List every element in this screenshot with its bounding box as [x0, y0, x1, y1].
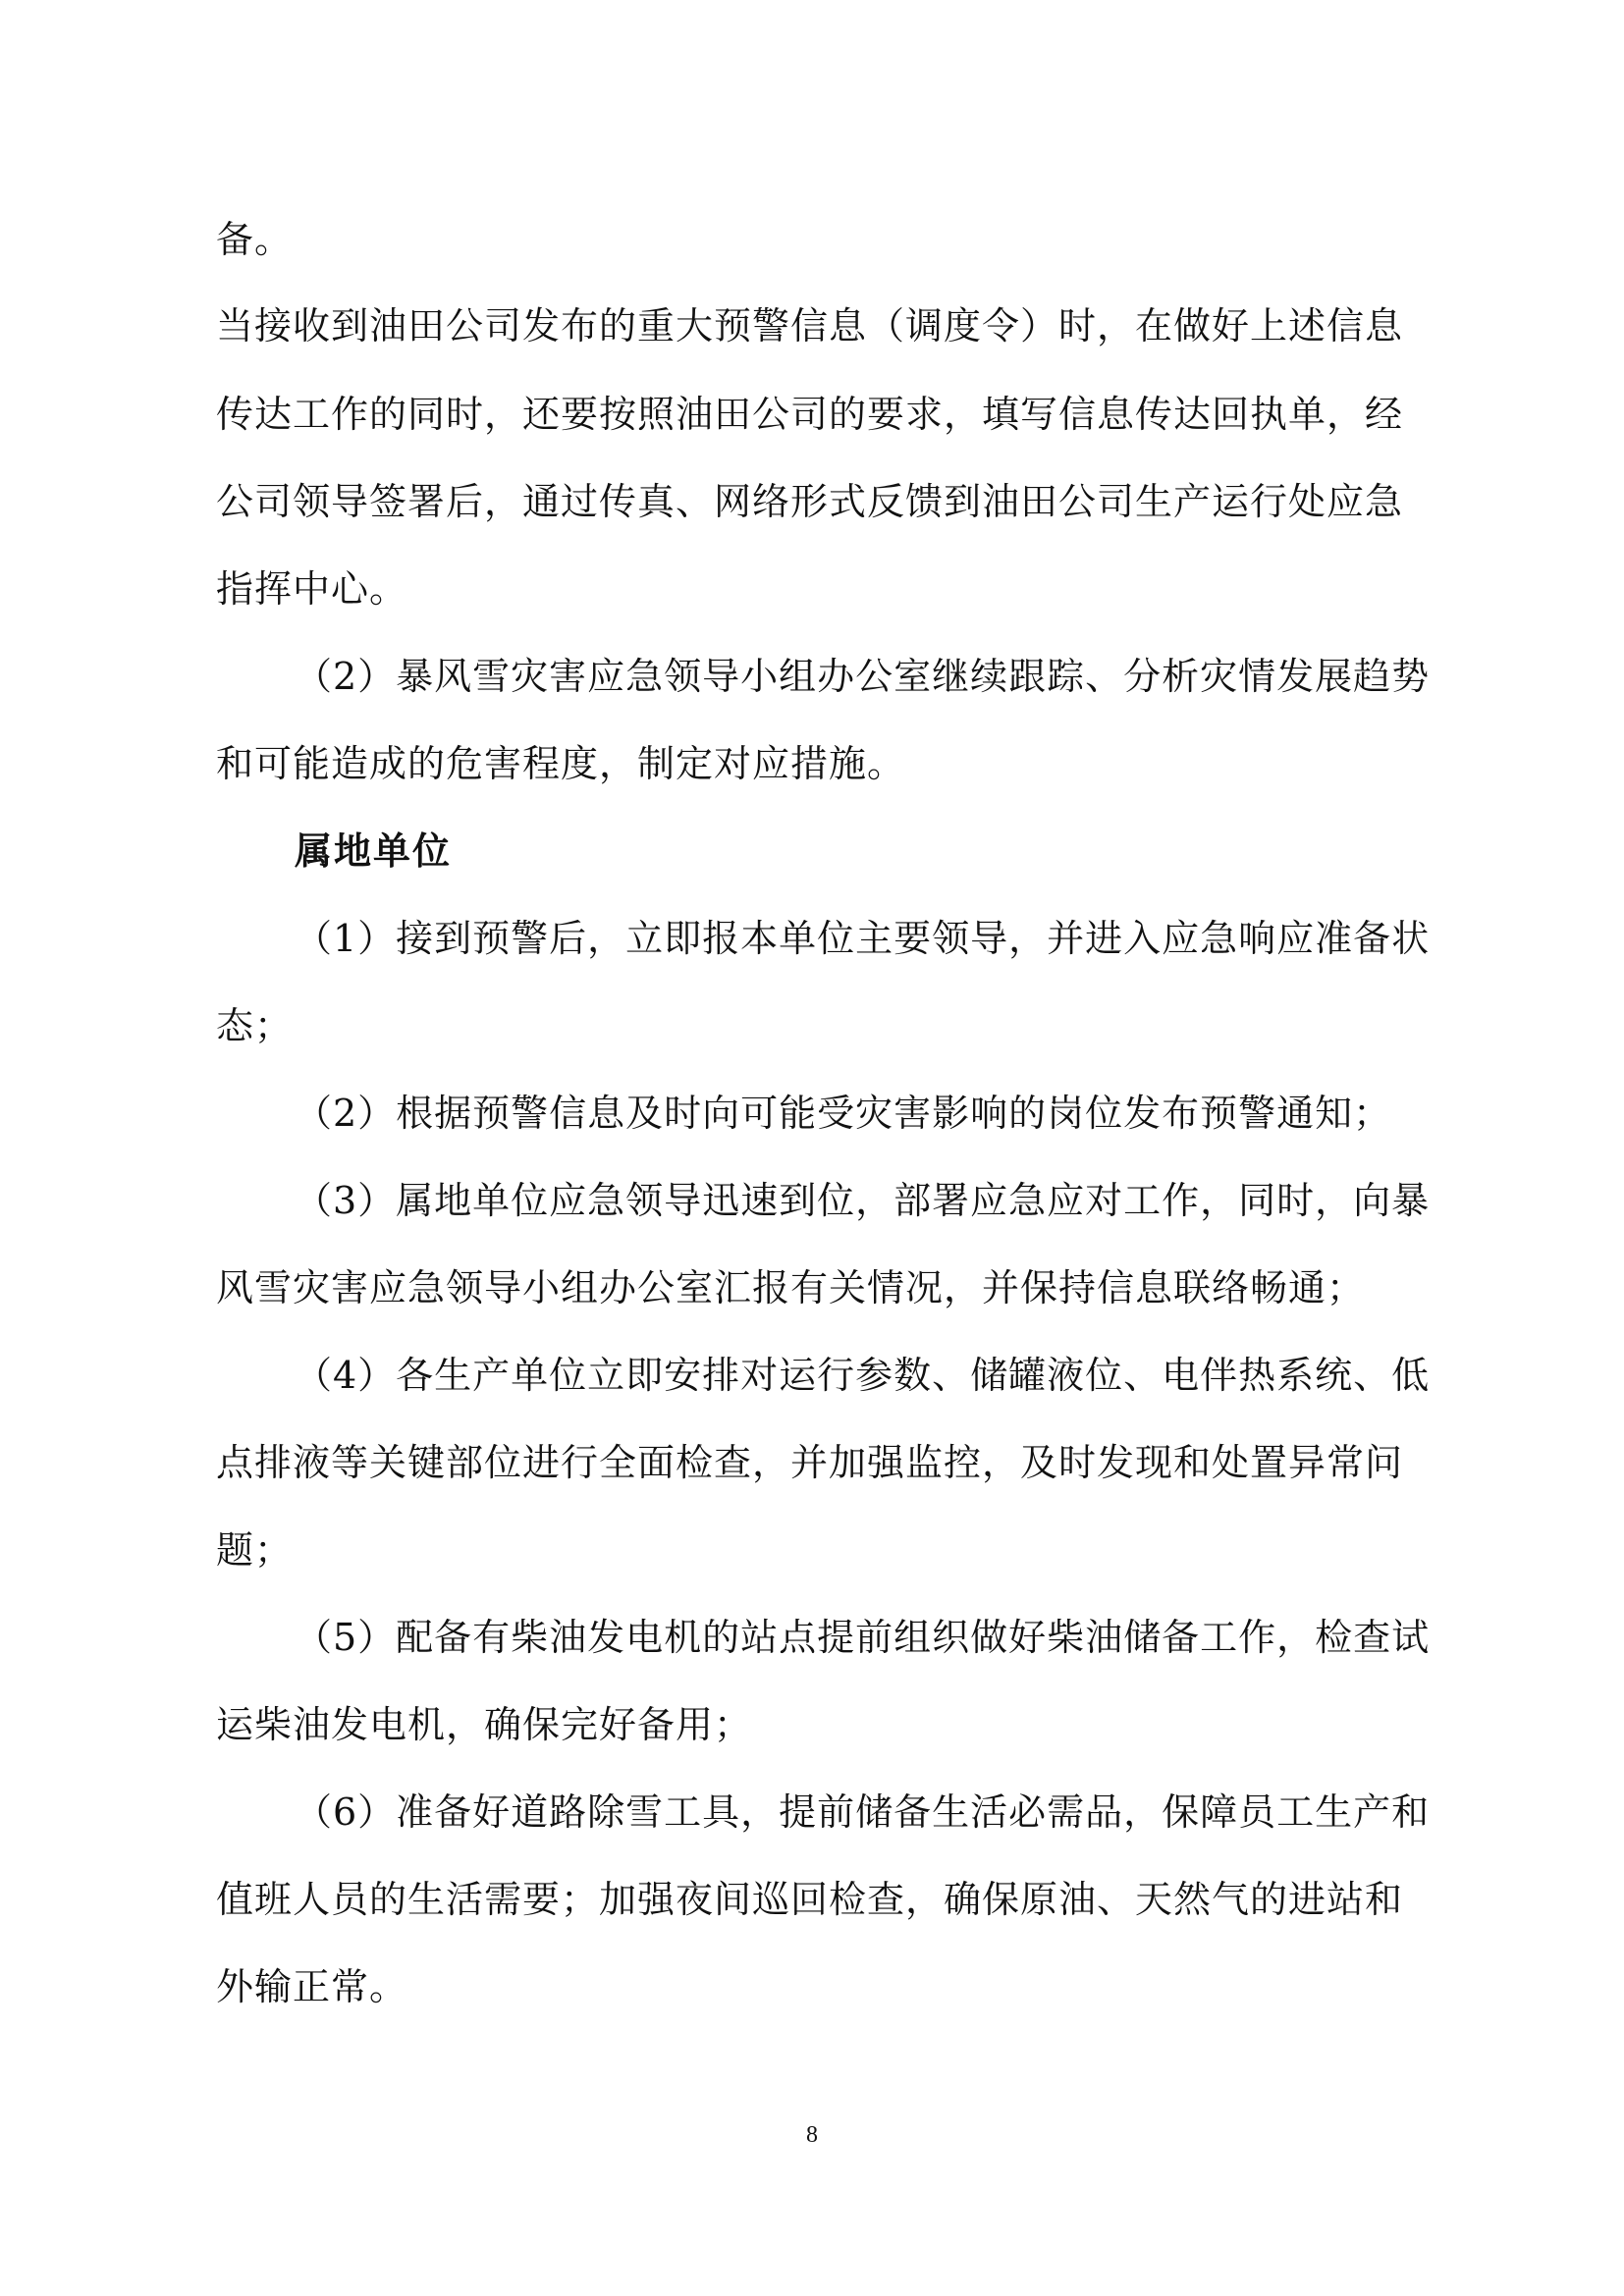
paragraph-start: （4）各生产单位立即安排对运行参数、储罐液位、电伴热系统、低 [295, 1354, 1431, 1397]
text-line: 题； [216, 1528, 294, 1572]
text-line: 外输正常。 [216, 1965, 408, 2008]
text-line: 态； [216, 1004, 294, 1047]
text-line: 和可能造成的危害程度，制定对应措施。 [216, 742, 906, 785]
text-line: 当接收到油田公司发布的重大预警信息（调度令）时，在做好上述信息 [216, 304, 1404, 347]
paragraph-start: （3）属地单位应急领导迅速到位，部署应急应对工作，同时，向暴 [295, 1179, 1431, 1222]
text-line: 点排液等关键部位进行全面检查，并加强监控，及时发现和处置异常问 [216, 1441, 1404, 1484]
paragraph-start: （2）暴风雪灾害应急领导小组办公室继续跟踪、分析灾情发展趋势 [295, 655, 1431, 698]
text-line: 风雪灾害应急领导小组办公室汇报有关情况，并保持信息联络畅通； [216, 1266, 1366, 1309]
section-heading: 属地单位 [295, 828, 453, 873]
paragraph-start: （1）接到预警后，立即报本单位主要领导，并进入应急响应准备状 [295, 917, 1431, 960]
paragraph-start: （5）配备有柴油发电机的站点提前组织做好柴油储备工作，检查试 [295, 1616, 1431, 1659]
page-number: 8 [806, 2122, 818, 2148]
paragraph-start: （6）准备好道路除雪工具，提前储备生活必需品，保障员工生产和 [295, 1790, 1431, 1834]
text-line: 备。 [216, 218, 294, 261]
text-line: 指挥中心。 [216, 567, 408, 611]
text-line: 运柴油发电机，确保完好备用； [216, 1703, 753, 1746]
text-line: 传达工作的同时，还要按照油田公司的要求，填写信息传达回执单，经 [216, 393, 1404, 436]
text-line: 值班人员的生活需要；加强夜间巡回检查，确保原油、天然气的进站和 [216, 1878, 1404, 1921]
text-line: 公司领导签署后，通过传真、网络形式反馈到油田公司生产运行处应急 [216, 480, 1404, 523]
paragraph-start: （2）根据预警信息及时向可能受灾害影响的岗位发布预警通知； [295, 1092, 1392, 1135]
